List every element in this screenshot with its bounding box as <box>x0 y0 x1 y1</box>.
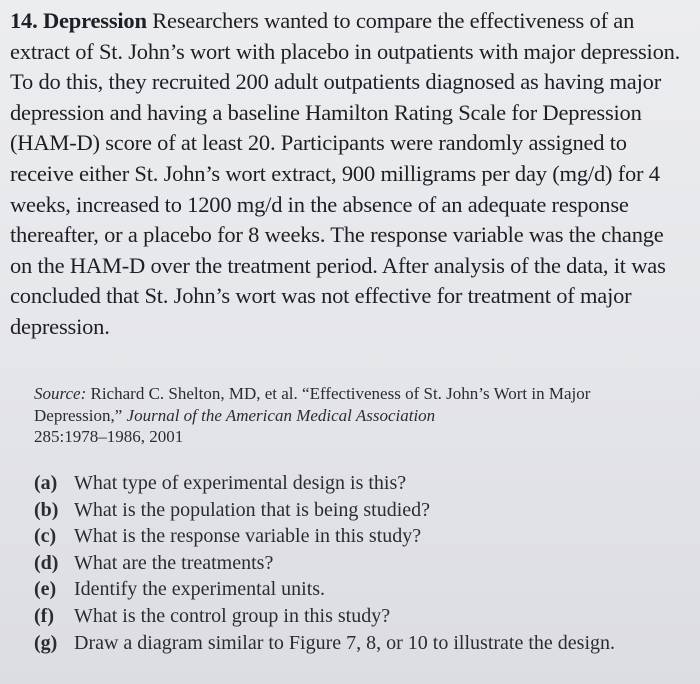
question-item <box>34 523 674 550</box>
source-volume-pages: 285:1978–1986, 2001 <box>34 427 184 446</box>
question-item <box>34 603 674 630</box>
question-text: Identify the experimental units. <box>74 578 326 601</box>
question-text: What are the treatments? <box>74 551 274 574</box>
question-letter: (c) <box>34 525 57 548</box>
question-text: What is the control group in this study? <box>74 604 391 627</box>
question-list <box>34 470 674 656</box>
question-item <box>34 576 674 603</box>
question-letter: (g) <box>34 631 58 654</box>
question-item <box>34 497 674 524</box>
question-text: What type of experimental design is this? <box>74 472 407 494</box>
source-authors: Richard C. Shelton, MD, et al. “Effectiveness of St. John’s Wort in Major Depression,” <box>34 384 591 425</box>
question-letter: (f) <box>34 604 54 627</box>
problem-body: Researchers wanted to compare the effectiveness of an extract of St. John’s wort with placebo in outpatients with major depression. To do this, they recruited 200 adult outpatients diagnosed as having major depression and having a baseline Hamilton Rating Scale for Depression (HAM-D) score of at least 20. Participants were randomly assigned to receive either St. John’s wort extract, 900 milligrams per day (mg/d) for 4 weeks, increased to 1200 mg/d in the absence of an adequate response thereafter, or a placebo for 8 weeks. The response variable was the change on the HAM-D over the treatment period. After analysis of the data, it was concluded that St. John’s wort was not effective for treatment of major depression. <box>10 8 681 339</box>
question-item <box>34 470 674 497</box>
question-text: Draw a diagram similar to Figure 7, 8, or 10 to illustrate the design. <box>74 631 615 654</box>
question-letter: (e) <box>34 578 57 601</box>
source-citation <box>34 383 674 448</box>
question-letter: (d) <box>34 551 59 574</box>
problem-heading: 14. Depression <box>10 8 147 33</box>
question-item <box>34 550 674 577</box>
source-journal: Journal of the American Medical Association <box>126 405 436 425</box>
question-text: What is the population that is being studied? <box>74 498 431 521</box>
question-letter: (a) <box>34 472 58 494</box>
question-text: What is the response variable in this study? <box>74 525 422 548</box>
source-label: Source: <box>34 384 87 403</box>
question-letter: (b) <box>34 498 59 521</box>
question-item <box>34 630 674 657</box>
problem-14 <box>10 6 690 343</box>
